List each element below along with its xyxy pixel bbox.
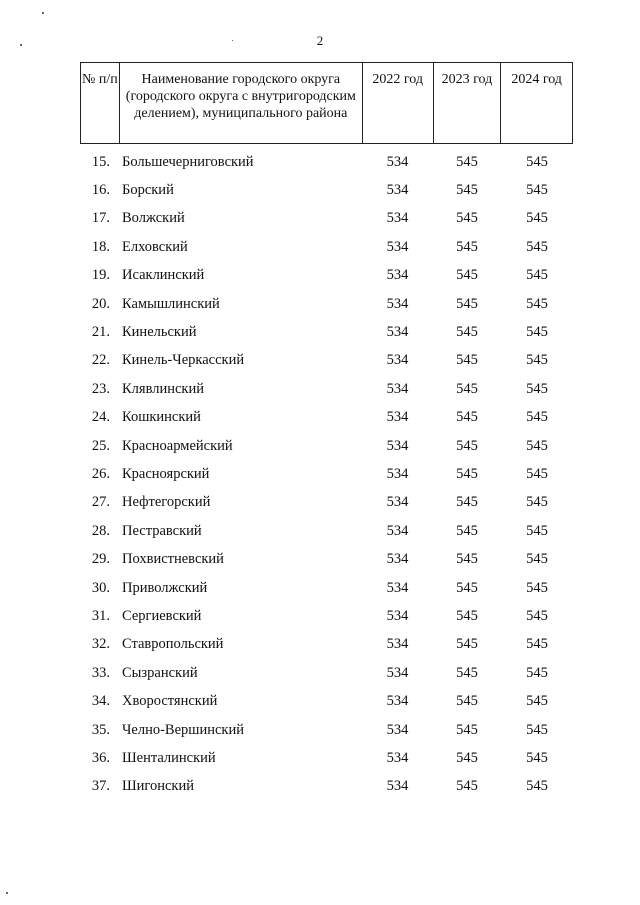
row-value-2022: 534 <box>386 664 409 681</box>
row-value-2023: 545 <box>456 465 478 482</box>
row-value-2022: 534 <box>386 409 409 426</box>
header-2022: 2022 год <box>362 63 433 143</box>
table-row <box>80 318 573 346</box>
row-value-2023: 545 <box>456 522 478 539</box>
page-number: 2 <box>316 33 324 48</box>
table-row <box>80 517 573 545</box>
row-district-name: Волжский <box>122 210 185 227</box>
row-value-2023: 545 <box>456 238 478 255</box>
row-value-2023: 545 <box>456 182 478 199</box>
row-value-2023: 545 <box>456 607 478 624</box>
row-value-2024: 545 <box>526 352 548 369</box>
row-district-name: Исаклинский <box>122 267 205 284</box>
row-value-2024: 545 <box>526 409 548 426</box>
header-2023: 2023 год <box>433 63 501 143</box>
row-district-name: Кинель-Черкасский <box>122 352 245 369</box>
table-row <box>80 631 573 659</box>
row-number: 34. <box>91 693 110 710</box>
row-value-2022: 534 <box>386 324 409 341</box>
row-district-name: Кинельский <box>122 324 197 341</box>
row-district-name: Челно-Вершинский <box>122 721 244 738</box>
row-value-2024: 545 <box>526 551 548 568</box>
row-value-2022: 534 <box>386 551 409 568</box>
header-num: № п/п <box>82 72 118 87</box>
row-value-2024: 545 <box>526 153 548 170</box>
row-value-2022: 534 <box>386 210 409 227</box>
row-value-2024: 545 <box>526 210 548 227</box>
row-district-name: Красноярский <box>122 465 210 482</box>
row-district-name: Большечерниговский <box>122 153 254 170</box>
table-row <box>80 773 573 801</box>
table-row <box>80 744 573 772</box>
table-row <box>80 602 573 630</box>
row-value-2023: 545 <box>456 380 478 397</box>
row-value-2024: 545 <box>526 182 548 199</box>
table-row <box>80 375 573 403</box>
row-value-2024: 545 <box>526 579 548 596</box>
header-name: Наименование городского округа (городского округа с внутригородским делением), муниципального района <box>119 63 362 143</box>
row-value-2022: 534 <box>386 494 409 511</box>
row-value-2023: 545 <box>456 437 478 454</box>
table-row <box>80 659 573 687</box>
table-header <box>80 62 573 144</box>
row-value-2023: 545 <box>456 636 478 653</box>
row-number: 30. <box>91 579 110 596</box>
row-value-2023: 545 <box>456 693 478 710</box>
scan-speck <box>42 12 44 14</box>
row-value-2022: 534 <box>386 153 409 170</box>
row-value-2024: 545 <box>526 238 548 255</box>
scan-speck <box>6 892 8 894</box>
row-district-name: Хворостянский <box>122 693 218 710</box>
row-value-2024: 545 <box>526 267 548 284</box>
row-value-2023: 545 <box>456 551 478 568</box>
row-district-name: Похвистневский <box>122 551 224 568</box>
row-value-2024: 545 <box>526 465 548 482</box>
row-value-2022: 534 <box>386 352 409 369</box>
row-district-name: Сергиевский <box>122 607 202 624</box>
row-value-2022: 534 <box>386 579 409 596</box>
row-district-name: Шигонский <box>122 778 194 795</box>
row-value-2022: 534 <box>386 721 409 738</box>
row-value-2022: 534 <box>386 182 409 199</box>
row-value-2023: 545 <box>456 494 478 511</box>
row-district-name: Кошкинский <box>122 409 201 426</box>
row-value-2022: 534 <box>386 693 409 710</box>
table-row <box>80 545 573 573</box>
row-value-2023: 545 <box>456 579 478 596</box>
table-row <box>80 347 573 375</box>
row-value-2024: 545 <box>526 636 548 653</box>
table-row <box>80 290 573 318</box>
row-value-2022: 534 <box>386 295 409 312</box>
row-value-2022: 534 <box>386 522 409 539</box>
row-value-2022: 534 <box>386 636 409 653</box>
table-row <box>80 460 573 488</box>
row-district-name: Красноармейский <box>122 437 233 454</box>
row-district-name: Сызранский <box>122 664 198 681</box>
row-value-2023: 545 <box>456 664 478 681</box>
row-district-name: Камышлинский <box>122 295 220 312</box>
row-number: 29. <box>91 551 110 568</box>
row-value-2022: 534 <box>386 267 409 284</box>
row-number: 20. <box>91 295 110 312</box>
row-value-2024: 545 <box>526 380 548 397</box>
table-row <box>80 176 573 204</box>
row-district-name: Пестравский <box>122 522 202 539</box>
table-row <box>80 233 573 261</box>
row-value-2024: 545 <box>526 664 548 681</box>
row-value-2024: 545 <box>526 295 548 312</box>
row-number: 32. <box>91 636 110 653</box>
row-value-2022: 534 <box>386 778 409 795</box>
row-value-2023: 545 <box>456 295 478 312</box>
row-number: 33. <box>91 664 110 681</box>
row-value-2023: 545 <box>456 409 478 426</box>
row-value-2023: 545 <box>456 721 478 738</box>
table-row <box>80 574 573 602</box>
table-row <box>80 404 573 432</box>
row-value-2024: 545 <box>526 324 548 341</box>
row-value-2024: 545 <box>526 693 548 710</box>
table-row <box>80 262 573 290</box>
row-district-name: Ставропольский <box>122 636 224 653</box>
row-number: 26. <box>91 465 110 482</box>
row-number: 31. <box>91 607 110 624</box>
header-2024: 2024 год <box>500 63 572 143</box>
row-number: 18. <box>91 238 110 255</box>
row-district-name: Клявлинский <box>122 380 204 397</box>
row-value-2023: 545 <box>456 352 478 369</box>
row-number: 24. <box>91 409 110 426</box>
table-row <box>80 687 573 715</box>
table-row <box>80 489 573 517</box>
row-number: 17. <box>91 210 110 227</box>
row-number: 27. <box>91 494 110 511</box>
row-number: 35. <box>91 721 110 738</box>
row-value-2024: 545 <box>526 607 548 624</box>
row-value-2022: 534 <box>386 465 409 482</box>
table-row <box>80 432 573 460</box>
row-district-name: Шенталинский <box>122 749 216 766</box>
row-number: 36. <box>91 749 110 766</box>
row-value-2023: 545 <box>456 324 478 341</box>
row-number: 28. <box>91 522 110 539</box>
row-number: 15. <box>91 153 110 170</box>
row-number: 22. <box>91 352 110 369</box>
row-number: 23. <box>91 380 110 397</box>
row-number: 25. <box>91 437 110 454</box>
row-value-2023: 545 <box>456 778 478 795</box>
row-value-2024: 545 <box>526 721 548 738</box>
row-value-2023: 545 <box>456 210 478 227</box>
table-row <box>80 148 573 176</box>
row-value-2024: 545 <box>526 778 548 795</box>
row-value-2023: 545 <box>456 153 478 170</box>
row-district-name: Борский <box>122 182 174 199</box>
row-number: 16. <box>91 182 110 199</box>
row-district-name: Елховский <box>122 238 188 255</box>
row-value-2023: 545 <box>456 749 478 766</box>
row-value-2024: 545 <box>526 437 548 454</box>
row-value-2024: 545 <box>526 494 548 511</box>
table-row <box>80 716 573 744</box>
row-value-2023: 545 <box>456 267 478 284</box>
row-value-2022: 534 <box>386 749 409 766</box>
row-value-2024: 545 <box>526 749 548 766</box>
row-value-2022: 534 <box>386 380 409 397</box>
row-number: 21. <box>91 324 110 341</box>
row-value-2022: 534 <box>386 437 409 454</box>
row-number: 37. <box>91 778 110 795</box>
row-value-2024: 545 <box>526 522 548 539</box>
row-district-name: Нефтегорский <box>122 494 211 511</box>
row-district-name: Приволжский <box>122 579 208 596</box>
row-value-2022: 534 <box>386 607 409 624</box>
row-value-2022: 534 <box>386 238 409 255</box>
table-body <box>80 148 573 801</box>
table-row <box>80 205 573 233</box>
row-number: 19. <box>91 267 110 284</box>
